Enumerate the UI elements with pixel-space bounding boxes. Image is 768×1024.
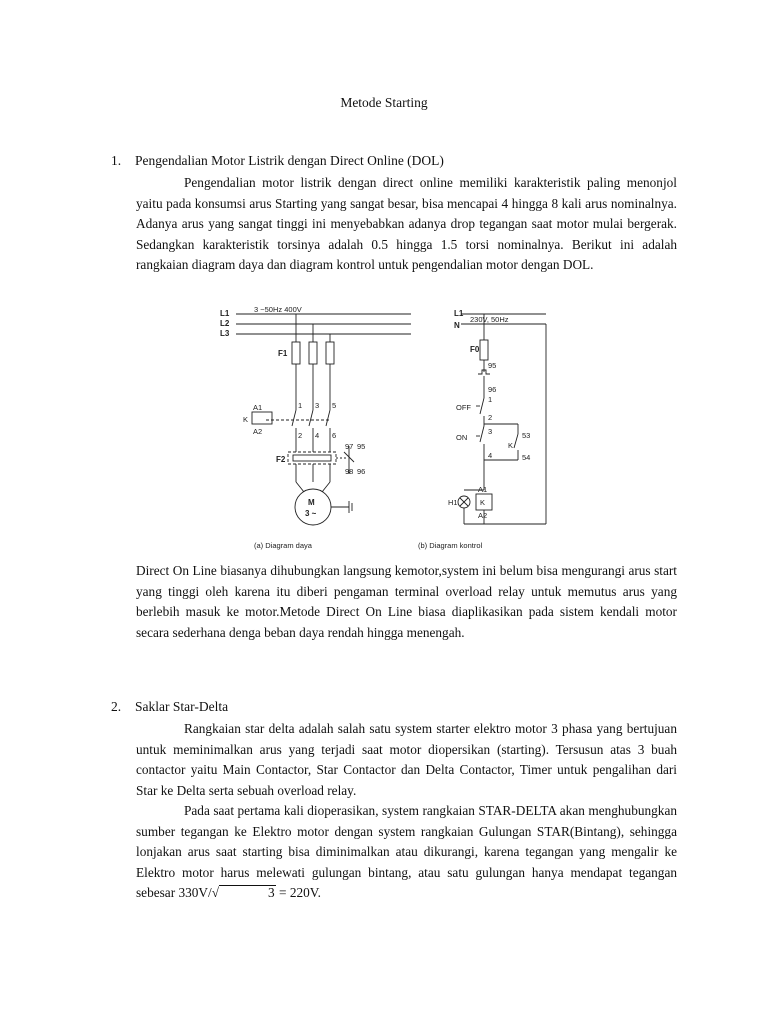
control-a1: A1 [478, 485, 488, 494]
terminal-5: 5 [332, 401, 337, 410]
page-title: Metode Starting [340, 95, 428, 110]
terminal-4: 4 [315, 431, 320, 440]
power-line-l2: L2 [220, 319, 230, 328]
motor-sub-label: 3 ~ [305, 509, 317, 518]
fuse-f1-label: F1 [278, 349, 288, 358]
power-line-l3: L3 [220, 329, 230, 338]
section-2-title: Saklar Star-Delta [135, 699, 229, 714]
overload-f2-label: F2 [276, 455, 286, 464]
section-1-title: Pengendalian Motor Listrik dengan Direct Online (DOL) [135, 153, 444, 168]
overload-95: 95 [357, 442, 366, 451]
control-coil-k: K [480, 498, 486, 507]
terminal-1: 1 [298, 401, 303, 410]
terminal-6: 6 [332, 431, 337, 440]
control-95: 95 [488, 361, 497, 370]
off-button-label: OFF [456, 403, 471, 412]
control-3: 3 [488, 427, 493, 436]
control-line-n: N [454, 321, 460, 330]
section-2-paragraph-2 [136, 801, 677, 904]
coil-a1-label: A1 [253, 403, 263, 412]
contactor-k-label: K [243, 415, 249, 424]
sqrt-value: 3 [219, 885, 276, 899]
power-supply-label: 3 ~50Hz 400V [254, 305, 302, 314]
dol-circuit-figure [216, 302, 556, 552]
terminal-2: 2 [298, 431, 303, 440]
on-button-label: ON [456, 433, 468, 442]
section-2-heading [111, 697, 228, 718]
section-1-paragraph-2: Direct On Line biasanya dihubungkan langsung kemotor,system ini belum bisa mengurangi arus start yang tinggi oleh karena itu diberi pengaman terminal overload relay untuk memutus arus yang berlebih masuk ke motor.Metode Direct On Line biasa diaplikasikan pada sistem kendali motor secara sederhana denga beban daya rendah hingga menengah. [136, 563, 677, 640]
control-supply-label: 230V, 50Hz [470, 315, 509, 324]
section-2-paragraph-1: Rangkaian star delta adalah salah satu system starter elektro motor 3 phasa yang bertujuan untuk meminimalkan arus yang terjadi saat motor diopersikan (starting). Tersusun atas 3 buah contactor yaitu Main Contactor, Star Contactor dan Delta Contactor, Timer untuk pengalihan dari Star ke Delta serta sebuah overload relay. [136, 721, 677, 798]
fuse-f0-label: F0 [470, 345, 480, 354]
section-2-number: 2. [111, 699, 122, 714]
section-1-paragraph-1: Pengendalian motor listrik dengan direct online memiliki karakteristik paling menonjol yaitu pada konsumsi arus Starting yang sangat besar, bisa mencapai 4 hingga 8 kali arus nominalnya. Adanya arus yang sangat tinggi ini menyebabkan adanya drop tegangan saat motor mulai bergerak. Sedangkan karakteristik torsinya adalah 0.5 hingga 1.5 torsi nominalnya. Berikut ini adalah rangkaian diagram daya dan diagram kontrol untuk pengendalian motor dengan DOL. [136, 175, 677, 273]
control-line-l1: L1 [454, 309, 464, 318]
holding-contact-k: K [508, 441, 514, 450]
section-1-number: 1. [111, 153, 122, 168]
motor-label: M [308, 498, 315, 507]
power-diagram-caption: (a) Diagram daya [254, 541, 312, 550]
control-96: 96 [488, 385, 497, 394]
section-2-paragraph-2-end: = 220V. [275, 885, 321, 901]
overload-96: 96 [357, 467, 366, 476]
terminal-3: 3 [315, 401, 320, 410]
control-53: 53 [522, 431, 531, 440]
overload-98: 98 [345, 467, 354, 476]
control-2: 2 [488, 413, 493, 422]
coil-a2-label: A2 [253, 427, 263, 436]
control-54: 54 [522, 453, 531, 462]
control-a2: A2 [478, 511, 488, 520]
control-1: 1 [488, 395, 493, 404]
power-line-l1: L1 [220, 309, 230, 318]
control-diagram-caption: (b) Diagram kontrol [418, 541, 483, 550]
overload-97: 97 [345, 442, 354, 451]
control-4: 4 [488, 451, 493, 460]
section-2-paragraph-2-text: Pada saat pertama kali dioperasikan, system rangkaian STAR-DELTA akan menghubungkan sumber tegangan ke Elektro motor dengan system rangkaian Gulungan STAR(Bintang), sehingga lonjakan arus saat starting bisa diminimalkan atau dikurangi, karena tegangan yang mengalir ke Elektro motor harus melewati gulungan bintang, atau satu gulungan hanya mendapat tegangan sebesar 330V/ [136, 803, 677, 901]
sqrt-symbol: √ [211, 885, 220, 901]
lamp-h1-label: H1 [448, 498, 458, 507]
section-1-heading [111, 151, 444, 172]
